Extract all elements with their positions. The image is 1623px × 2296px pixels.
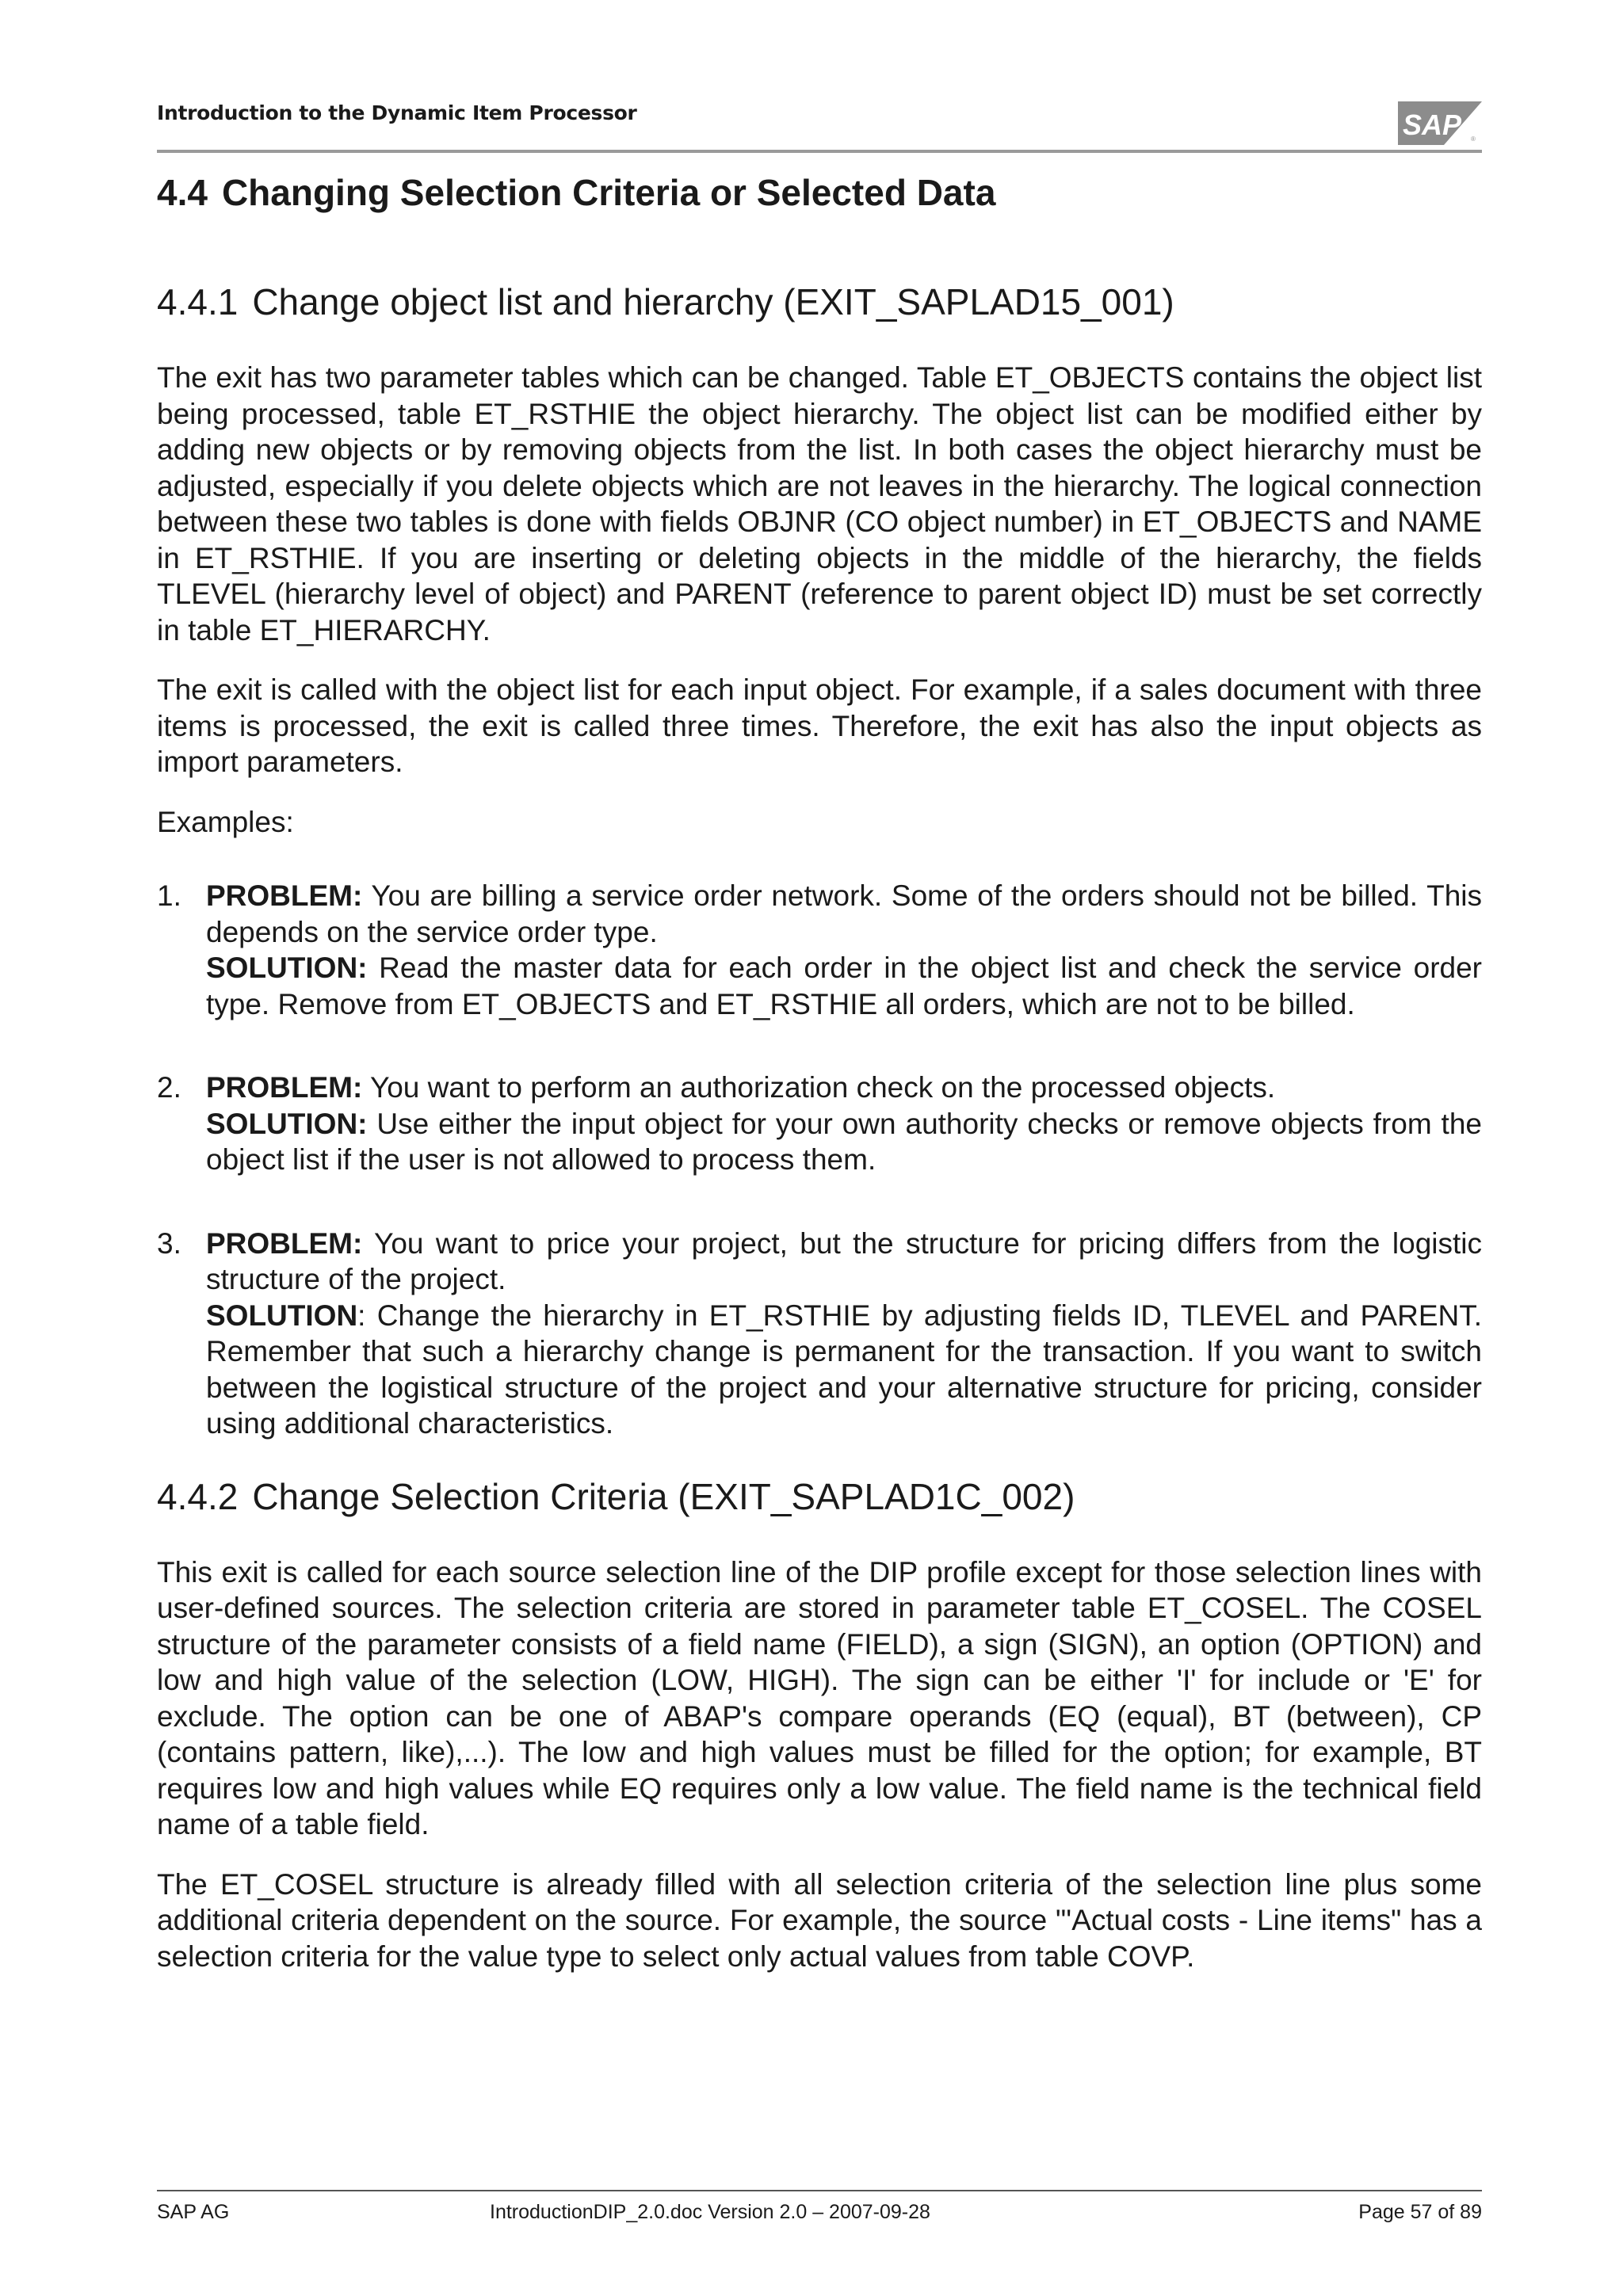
paragraph: The ET_COSEL structure is already filled with all selection criteria of the selection line plus some additional criteria dependent on the source. For example, the source "'Actual costs - Line items" has a selection criteria for the value type to select only actual values from table COVP.	[157, 1867, 1482, 1973]
problem-label: PROBLEM:	[206, 1071, 363, 1104]
header-divider	[157, 150, 1482, 153]
problem-text: PROBLEM: You want to price your project, but the structure for pricing differs from the logistic structure of the project.	[206, 1226, 1482, 1295]
list-item	[157, 1070, 1482, 1178]
svg-text:®: ®	[1471, 135, 1476, 143]
document-body	[157, 160, 1482, 1974]
page-header	[157, 93, 1482, 154]
problem-label: PROBLEM:	[206, 879, 363, 912]
subsection-number: 4.4.1	[157, 281, 239, 322]
section-number: 4.4	[157, 172, 208, 213]
subsection-title: Change Selection Criteria (EXIT_SAPLAD1C_002)	[252, 1475, 1075, 1517]
problem-label: PROBLEM:	[206, 1226, 363, 1260]
section-heading	[157, 160, 1482, 219]
paragraph: This exit is called for each source selection line of the DIP profile except for those selection lines with user-defined sources. The selection criteria are stored in parameter table ET_COSEL. The COSEL structure of the parameter consists of a field name (FIELD), a sign (SIGN), an option (OPTION) and low and high value of the selection (LOW, HIGH). The sign can be either 'I' for include or 'E' for exclude. The option can be one of ABAP's compare operands (EQ (equal), BT (between), CP (contains pattern, like),...). The low and high values must be filled for the option; for example, BT requires low and high values while EQ requires only a low value. The field name is the technical field name of a table field.	[157, 1555, 1482, 1840]
page-footer	[157, 2196, 1482, 2228]
list-item-number: 3.	[157, 1226, 181, 1260]
problem-text: PROBLEM: You want to perform an authorization check on the processed objects.	[206, 1071, 1276, 1104]
list-item-number: 1.	[157, 879, 181, 912]
examples-label: Examples:	[157, 805, 294, 838]
solution-text: SOLUTION: Read the master data for each order in the object list and check the service order type. Remove from ET_OBJECTS and ET_RSTHIE all orders, which are not to be billed.	[206, 952, 1482, 1020]
list-item-number: 2.	[157, 1071, 181, 1104]
section-title: Changing Selection Criteria or Selected Data	[221, 172, 996, 213]
paragraph: The exit is called with the object list for each input object. For example, if a sales document with three items is processed, the exit is called three times. Therefore, the exit has also the input objects as import parameters.	[157, 673, 1482, 778]
solution-text: SOLUTION: Change the hierarchy in ET_RSTHIE by adjusting fields ID, TLEVEL and PARENT. Remember that such a hierarchy change is permanent for the transaction. If you want to switch between the logistical structure of the project and your alternative structure for pricing, consider using additional characteristics.	[206, 1299, 1482, 1440]
subsection-heading-1	[157, 276, 1482, 328]
solution-text: SOLUTION: Use either the input object for your own authority checks or remove objects from the object list if the user is not allowed to process them.	[206, 1107, 1482, 1176]
solution-label: SOLUTION:	[206, 952, 368, 984]
footer-page-number: Page 57 of 89	[1358, 2201, 1482, 2223]
subsection-number: 4.4.2	[157, 1475, 239, 1517]
solution-label: SOLUTION:	[206, 1107, 368, 1140]
subsection-title: Change object list and hierarchy (EXIT_SAPLAD15_001)	[252, 281, 1174, 322]
solution-label: SOLUTION	[206, 1299, 358, 1332]
paragraph: The exit has two parameter tables which can be changed. Table ET_OBJECTS contains the object list being processed, table ET_RSTHIE the object hierarchy. The object list can be modified either by adding new objects or by removing objects from the list. In both cases the object hierarchy must be adjusted, especially if you delete objects which are not leaves in the hierarchy. The logical connection between these two tables is done with fields OBJNR (CO object number) in ET_OBJECTS and NAME in ET_RSTHIE. If you are inserting or deleting objects in the middle of the hierarchy, the fields TLEVEL (hierarchy level of object) and PARENT (reference to parent object ID) must be set correctly in table ET_HIERARCHY.	[157, 361, 1482, 646]
list-item	[157, 1226, 1482, 1442]
footer-document-info: IntroductionDIP_2.0.doc Version 2.0 – 2007-09-28	[490, 2201, 930, 2223]
svg-text:SAP: SAP	[1403, 109, 1462, 141]
problem-text: PROBLEM: You are billing a service order network. Some of the orders should not be billed. This depends on the service order type.	[206, 879, 1482, 948]
footer-divider	[157, 2190, 1482, 2191]
header-title: Introduction to the Dynamic Item Processor	[157, 101, 637, 124]
examples-list	[157, 878, 1482, 1442]
sap-logo-icon	[1398, 101, 1482, 145]
footer-company: SAP AG	[157, 2201, 230, 2223]
list-item	[157, 878, 1482, 1022]
subsection-heading-2	[157, 1470, 1482, 1523]
